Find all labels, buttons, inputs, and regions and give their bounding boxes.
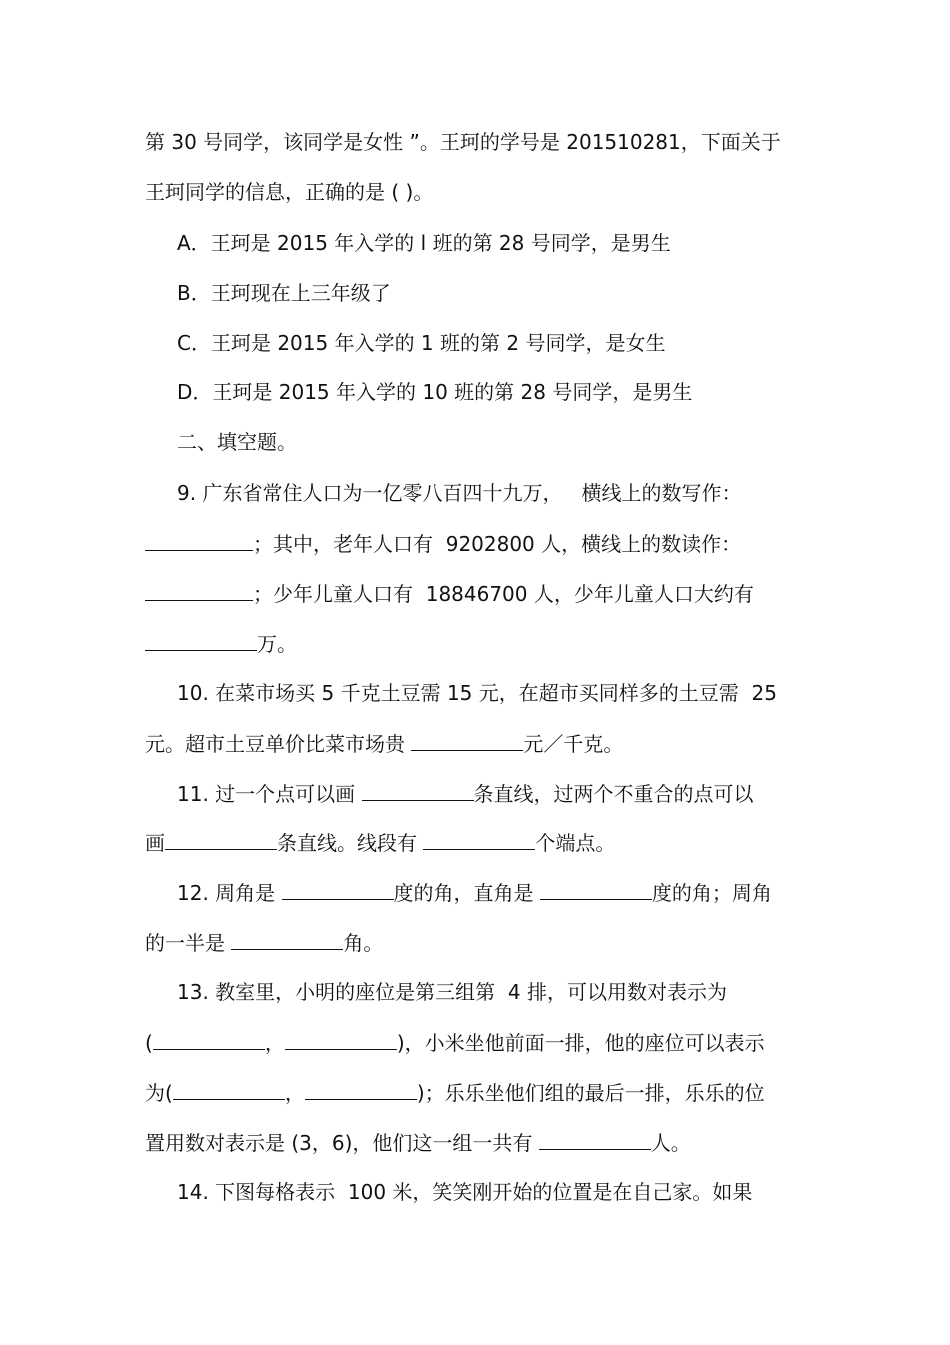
text-line-2: 王珂同学的信息，正确的是 ( )。 (145, 180, 434, 204)
question-14-line-1: 14. 下图每格表示 100 米，笑笑刚开始的位置是在自己家。如果 (177, 1180, 753, 1204)
answer-blank[interactable] (305, 1080, 417, 1100)
question-text: 个端点。 (535, 831, 616, 855)
answer-blank[interactable] (539, 1130, 651, 1150)
question-text: )，小米坐他前面一排，他的座位可以表示 (396, 1031, 765, 1055)
answer-blank[interactable] (173, 1080, 285, 1100)
answer-blank[interactable] (145, 581, 253, 601)
question-text: 度的角，直角是 (393, 881, 540, 905)
question-text: ；少年儿童人口有 18846700 人，少年儿童人口大约有 (253, 582, 754, 606)
answer-blank[interactable] (362, 781, 474, 801)
question-text: ( (145, 1031, 153, 1055)
question-text: 元。超市土豆单价比菜市场贵 (145, 732, 412, 756)
answer-blank[interactable] (145, 531, 253, 551)
answer-blank[interactable] (540, 880, 652, 900)
question-text: 度的角；周角 (651, 881, 772, 905)
option-a: A．王珂是 2015 年入学的 l 班的第 28 号同学，是男生 (177, 231, 671, 255)
answer-blank[interactable] (282, 880, 394, 900)
section-heading: 二、填空题。 (177, 430, 297, 454)
question-13-line-2 (0, 1030, 950, 1055)
question-text: )；乐乐坐他们组的最后一排，乐乐的位 (416, 1081, 765, 1105)
answer-blank[interactable] (165, 830, 277, 850)
question-text: ， (284, 1081, 305, 1105)
question-10-line-2 (0, 731, 950, 756)
question-text: ；其中，老年人口有 9202800 人，横线上的数读作： (253, 532, 742, 556)
answer-blank[interactable] (285, 1030, 397, 1050)
question-text: 万。 (257, 632, 297, 656)
question-12-line-2 (0, 930, 950, 955)
question-9-line-4 (0, 631, 950, 656)
question-11-line-1 (0, 781, 950, 806)
question-12-line-1 (0, 880, 950, 905)
question-text: 画 (145, 831, 165, 855)
answer-blank[interactable] (411, 731, 523, 751)
question-text: 人。 (650, 1131, 691, 1155)
question-text: 11. 过一个点可以画 (177, 782, 362, 806)
question-9-line-2 (0, 531, 950, 556)
question-text: 元／千克。 (523, 732, 624, 756)
question-13-line-1: 13. 教室里，小明的座位是第三组第 4 排，可以用数对表示为 (177, 980, 727, 1004)
question-9-line-1: 9. 广东省常住人口为一亿零八百四十九万， 横线上的数写作： (177, 481, 742, 505)
question-text: 12. 周角是 (177, 881, 282, 905)
option-b: B．王珂现在上三年级了 (177, 281, 391, 305)
answer-blank[interactable] (153, 1030, 265, 1050)
question-10-line-1: 10. 在菜市场买 5 千克土豆需 15 元，在超市买同样多的土豆需 25 (177, 681, 777, 705)
question-11-line-2 (0, 830, 950, 855)
question-text: 条直线。线段有 (277, 831, 424, 855)
question-text: 角。 (343, 931, 384, 955)
answer-blank[interactable] (145, 631, 257, 651)
question-9-line-3 (0, 581, 950, 606)
option-d: D．王珂是 2015 年入学的 10 班的第 28 号同学，是男生 (177, 380, 693, 404)
question-text: 为( (145, 1081, 173, 1105)
question-text: ， (264, 1031, 285, 1055)
text-line-1: 第 30 号同学，该同学是女性 ”。王珂的学号是 201510281，下面关于 (145, 130, 781, 154)
question-13-line-4 (0, 1130, 950, 1155)
option-c: C．王珂是 2015 年入学的 1 班的第 2 号同学，是女生 (177, 331, 666, 355)
question-text: 条直线，过两个不重合的点可以 (473, 782, 754, 806)
question-text: 的一半是 (145, 931, 232, 955)
question-text: 置用数对表示是 (3，6)，他们这一组一共有 (145, 1131, 539, 1155)
answer-blank[interactable] (423, 830, 535, 850)
question-13-line-3 (0, 1080, 950, 1105)
answer-blank[interactable] (231, 930, 343, 950)
